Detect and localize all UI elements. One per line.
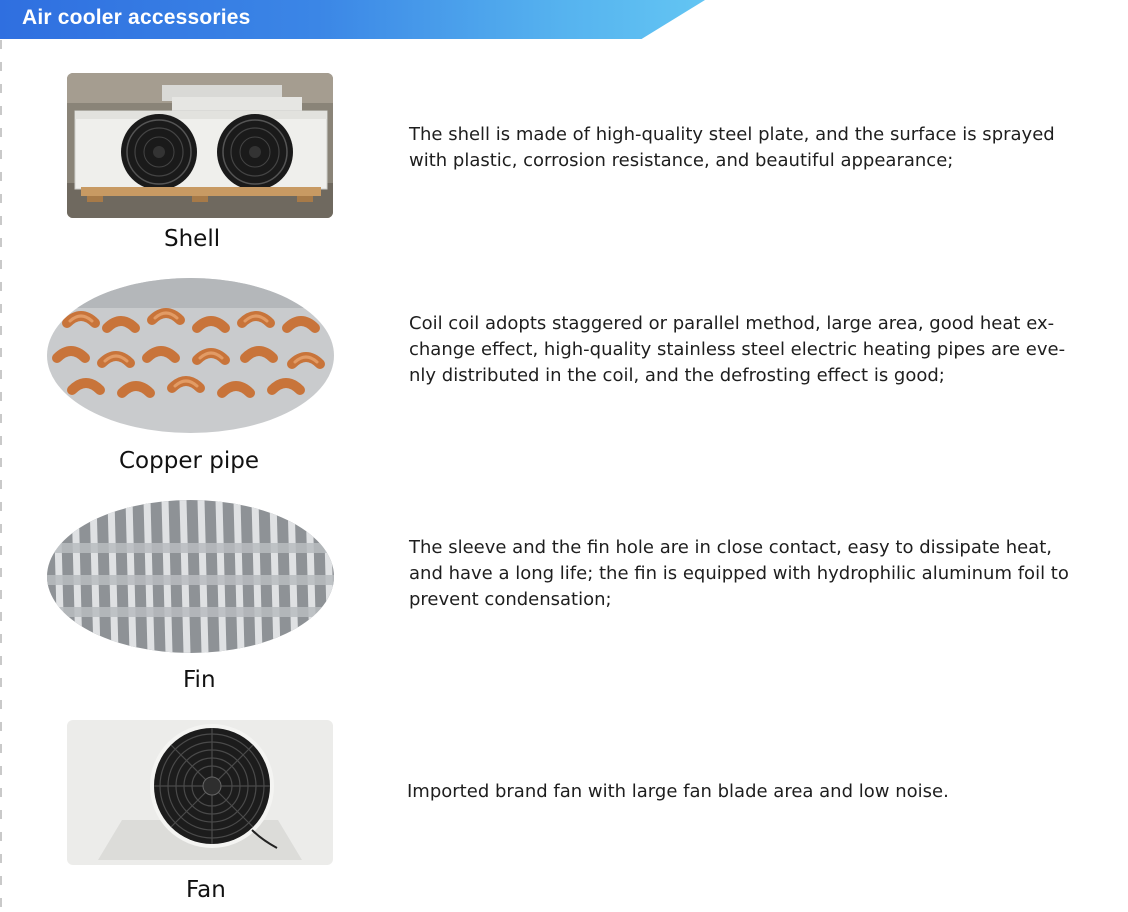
accessory-caption: Fin	[183, 667, 216, 693]
accessory-description: The sleeve and the fin hole are in close contact, easy to dissipate heat, and have a long life; the fin is equipped with hydrophilic aluminum foil to prevent condensation;	[409, 537, 1069, 610]
accessory-description: Imported brand fan with large fan blade area and low noise.	[407, 781, 949, 802]
accessory-caption: Shell	[164, 226, 221, 252]
fin-photo	[47, 500, 334, 653]
margin-divider	[0, 40, 2, 912]
accessory-description: The shell is made of high-quality steel plate, and the surface is sprayed with plastic, corrosion resistance, and beautiful appearance;	[409, 124, 1055, 171]
accessory-description: Coil coil adopts staggered or parallel method, large area, good heat ex- change effect, high-quality stainless steel electric heating pipes are eve- nly distributed in the coil, and the defrosting effect is good;	[409, 313, 1066, 386]
fan-photo	[67, 720, 333, 865]
page-title: Air cooler accessories	[22, 6, 251, 29]
accessory-caption: Fan	[186, 877, 226, 903]
accessory-caption: Copper pipe	[119, 448, 259, 474]
copper-pipe-photo	[47, 278, 334, 433]
air-cooler-shell-photo	[67, 73, 333, 218]
